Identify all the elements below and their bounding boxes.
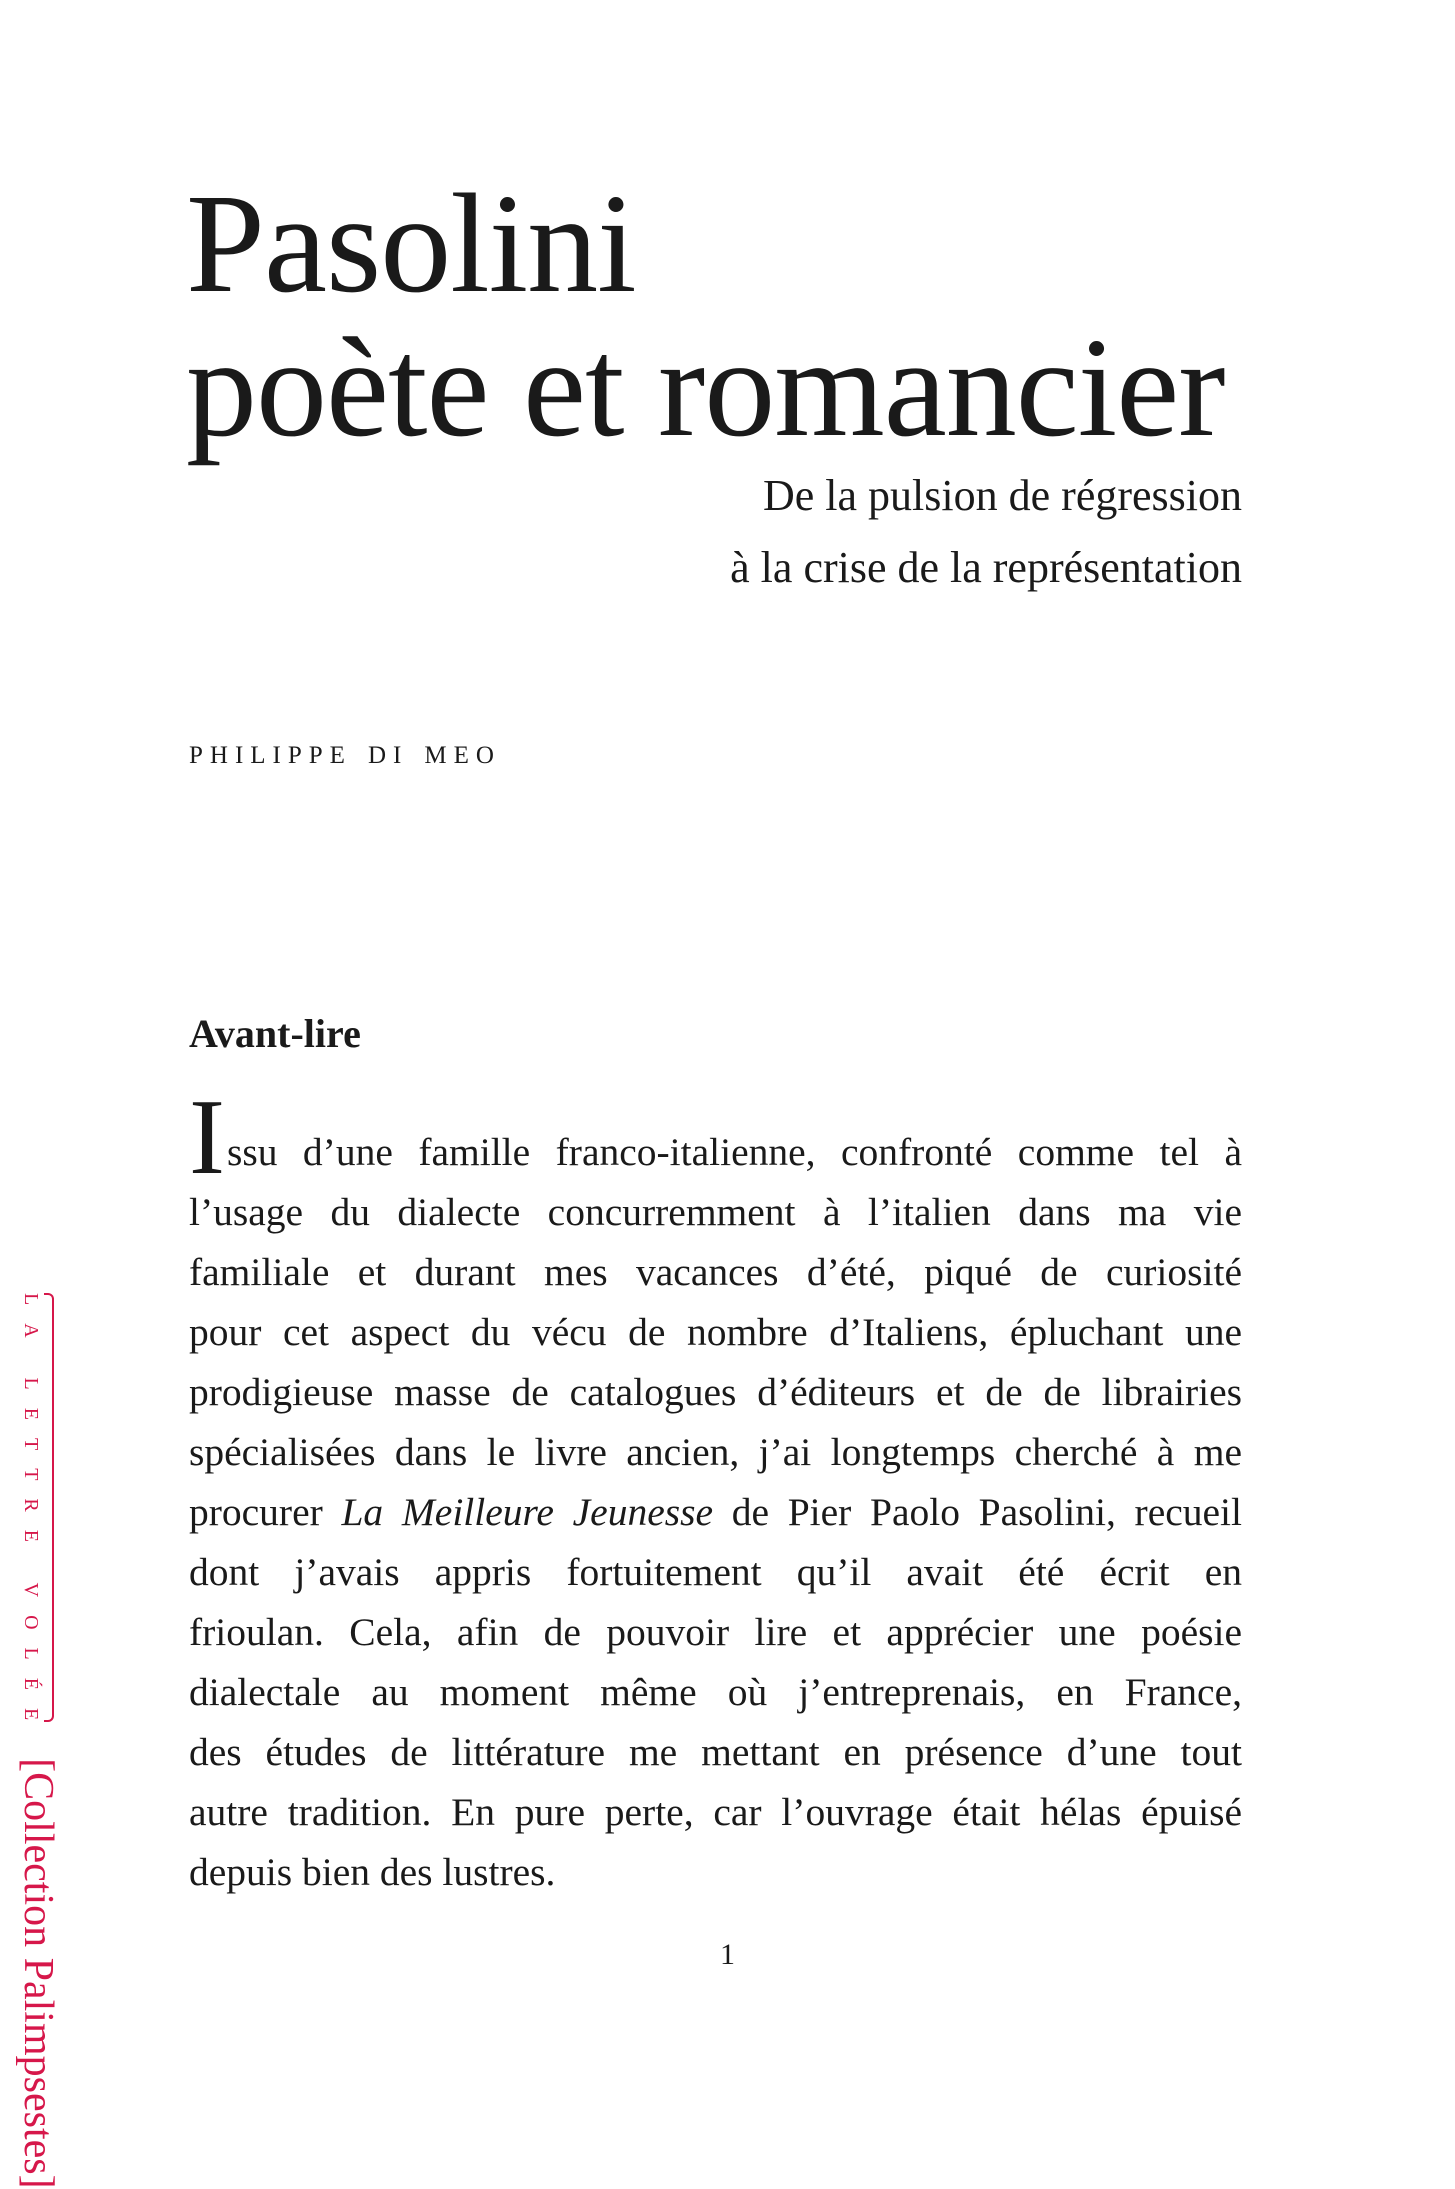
section-heading: Avant-lire [189, 1011, 361, 1056]
book-title-italic: La Meilleure Jeunesse [341, 1490, 714, 1534]
body-line: des études de littérature me mettant en présence d’une tout [189, 1730, 1242, 1774]
body-line: dont j’avais appris fortuitement qu’il avait été écrit en [189, 1550, 1242, 1594]
brace-decoration [45, 1293, 55, 1722]
drop-cap: I [189, 1078, 225, 1197]
subtitle-line-1: De la pulsion de régression [763, 471, 1242, 520]
body-line: ssu d’une famille franco-italienne, confronté comme tel à [226, 1130, 1242, 1174]
body-line: familiale et durant mes vacances d’été, piqué de curiosité [189, 1250, 1242, 1294]
publisher-sidebar [14, 1293, 62, 2189]
body-line: dialectale au moment même où j’entreprenais, en France, [189, 1670, 1242, 1714]
body-line: frioulan. Cela, afin de pouvoir lire et apprécier une poésie [189, 1610, 1242, 1654]
body-line [189, 1482, 1242, 1542]
body-line: depuis bien des lustres. [189, 1850, 556, 1894]
collection-name: [Collection Palimpsestes] [15, 1758, 61, 2189]
subtitle-line-2: à la crise de la représentation [730, 543, 1242, 592]
title-line-1: Pasolini [186, 164, 636, 322]
page-number: 1 [720, 1938, 735, 1971]
body-line: l’usage du dialecte concurremment à l’italien dans ma vie [189, 1190, 1242, 1234]
body-line: prodigieuse masse de catalogues d’éditeurs et de de librairies [189, 1370, 1242, 1414]
publisher-imprint-text: LA LETTRE VOLÉE [20, 1293, 43, 1739]
body-line: autre tradition. En pure perte, car l’ouvrage était hélas épuisé [189, 1790, 1242, 1834]
title-line-2: poète et romancier [186, 308, 1225, 466]
body-line: spécialisées dans le livre ancien, j’ai longtemps cherché à me [189, 1430, 1242, 1474]
body-text-segment: de Pier Paolo Pasolini, recueil [713, 1490, 1242, 1534]
body-text [189, 1078, 1242, 1902]
body-text-segment: procurer [189, 1490, 342, 1534]
publisher-imprint [20, 1293, 57, 1738]
author-name: philippe di meo [189, 731, 501, 771]
body-line: pour cet aspect du vécu de nombre d’Italiens, épluchant une [189, 1310, 1242, 1354]
